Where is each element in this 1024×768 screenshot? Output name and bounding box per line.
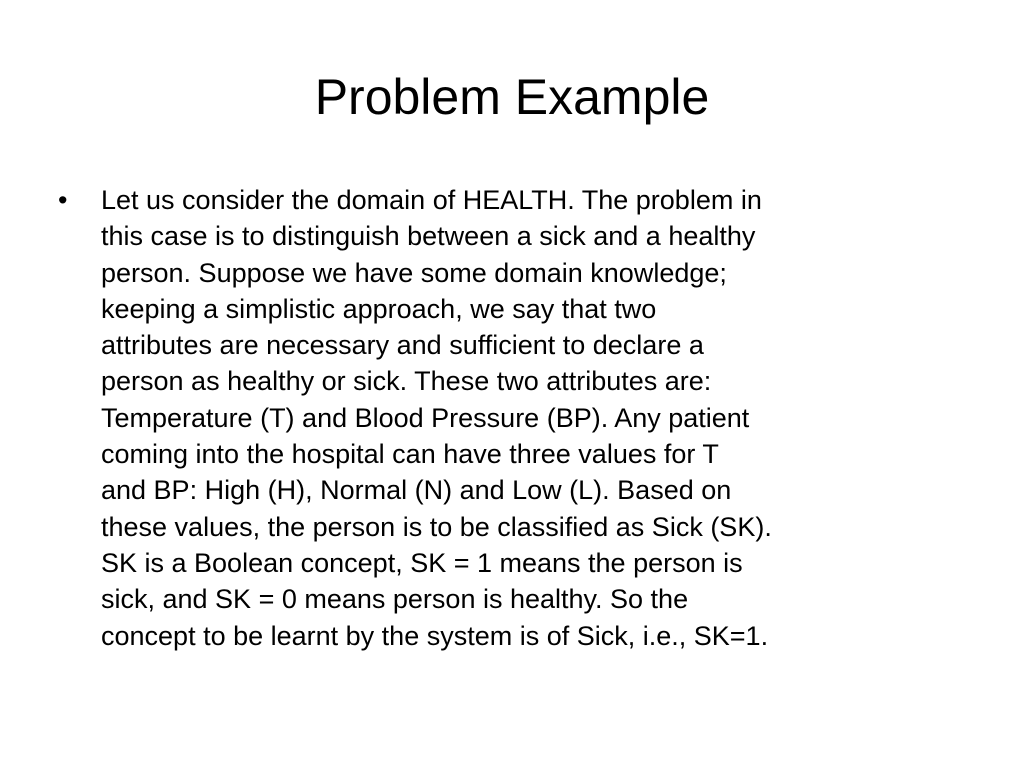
bullet-item [52, 182, 957, 654]
bullet-text-line: sick, and SK = 0 means person is healthy. So the [101, 584, 689, 615]
bullet-text-line: this case is to distinguish between a sick and a healthy [101, 221, 756, 252]
bullet-text-line: SK is a Boolean concept, SK = 1 means the person is [101, 547, 743, 578]
bullet-text-line: Let us consider the domain of HEALTH. The problem in [101, 185, 762, 215]
bullet-text-line: these values, the person is to be classified as Sick (SK). [101, 511, 772, 542]
bullet-text-line: person as healthy or sick. These two attributes are: [101, 366, 712, 397]
bullet-text-line: attributes are necessary and sufficient to declare a [101, 330, 704, 361]
bullet-text-line: coming into the hospital can have three values for T [101, 439, 719, 470]
bullet-text-line: concept to be learnt by the system is of Sick, i.e., SK=1. [101, 620, 769, 651]
bullet-text-line: keeping a simplistic approach, we say that two [101, 293, 657, 324]
bullet-text-line: person. Suppose we have some domain knowledge; [101, 257, 727, 288]
bullet-text-line: and BP: High (H), Normal (N) and Low (L). Based on [101, 475, 732, 506]
bullet-icon: • [58, 185, 68, 215]
slide-title: Problem Example [314, 69, 710, 125]
bullet-text-line: Temperature (T) and Blood Pressure (BP). Any patient [101, 402, 750, 433]
bullet-list [52, 182, 957, 654]
